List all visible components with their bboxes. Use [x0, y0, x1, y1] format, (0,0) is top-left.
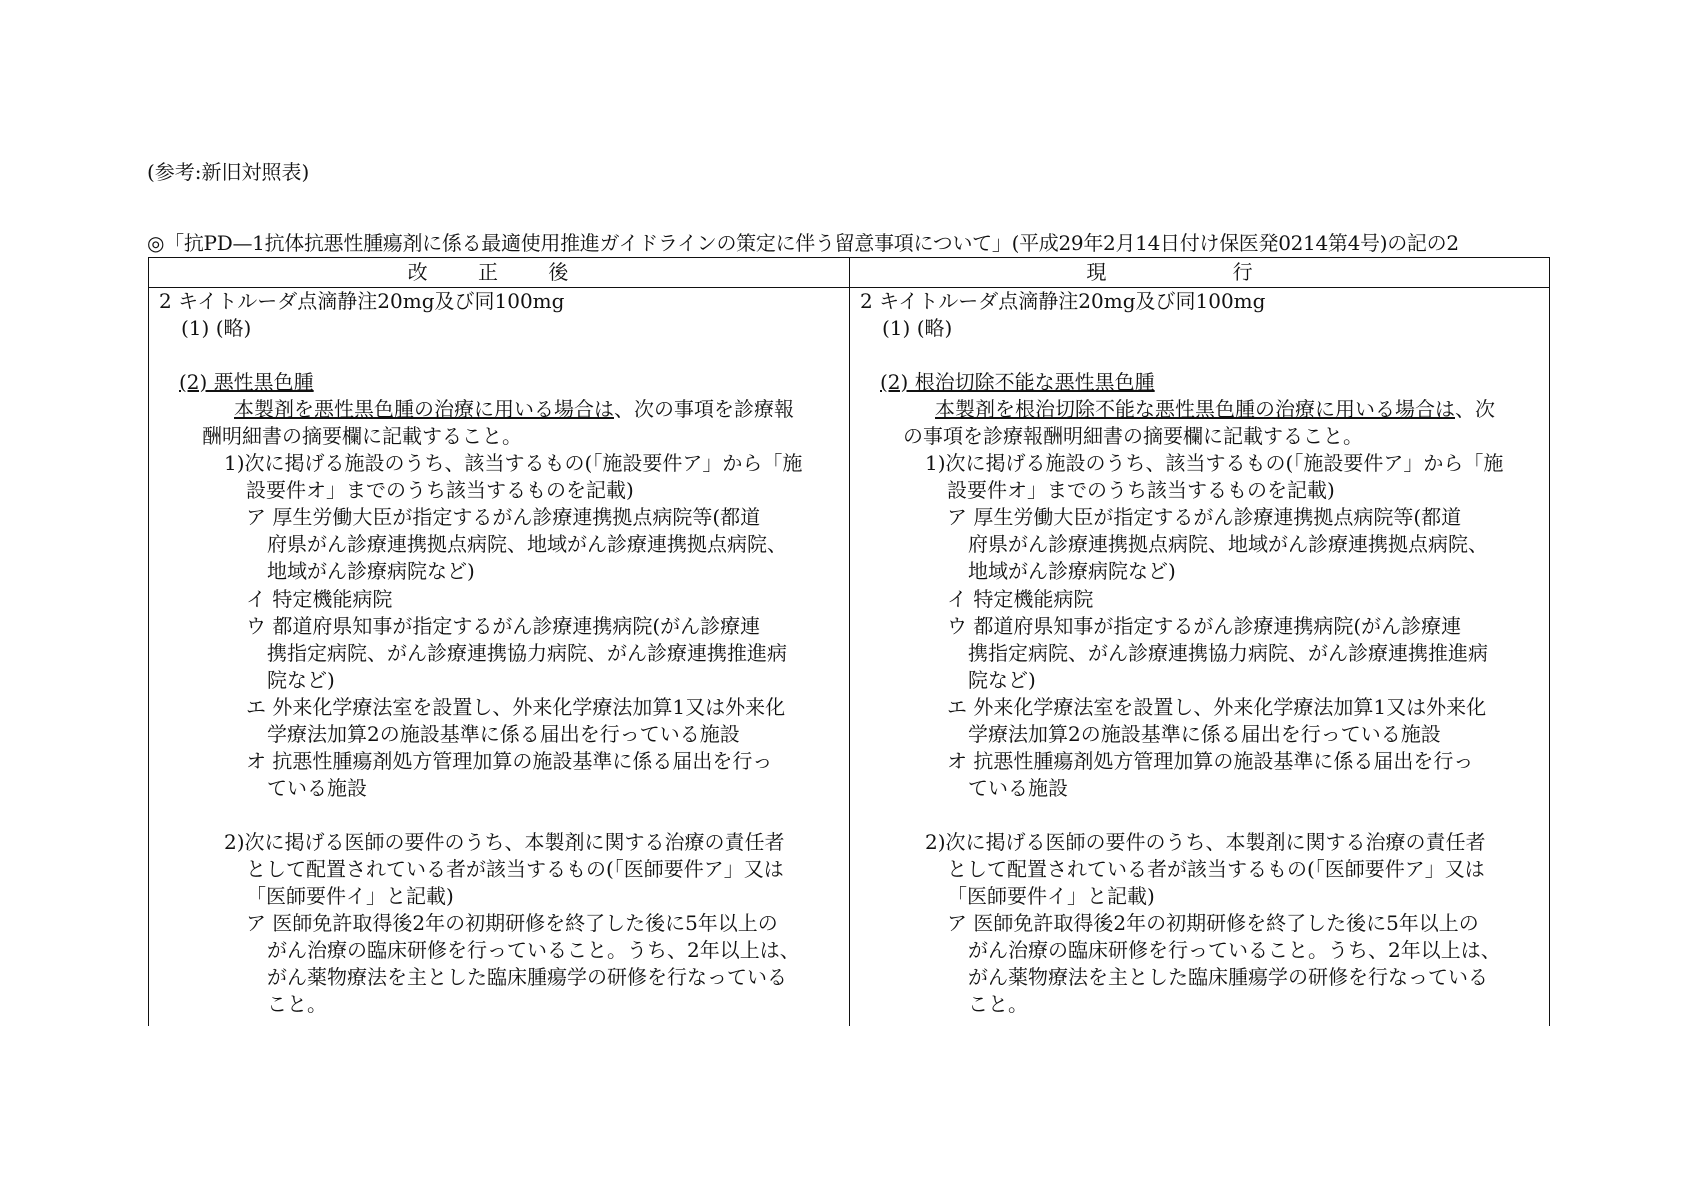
header-new: 改 正 後	[407, 260, 591, 284]
doctor-a-2: がん治療の臨床研修を行っていること。うち、2年以上は、	[267, 938, 800, 962]
sub-2: (2) 悪性黒色腫	[179, 370, 314, 394]
facility-req-2: 設要件オ」までのうち該当するものを記載)	[947, 478, 1335, 502]
para-line-1	[935, 396, 1495, 423]
facility-o-1: オ 抗悪性腫瘍剤処方管理加算の施設基準に係る届出を行っ	[947, 749, 1474, 773]
facility-a-1: ア 厚生労働大臣が指定するがん診療連携拠点病院等(都道	[246, 505, 761, 529]
facility-u-1: ウ 都道府県知事が指定するがん診療連携病院(がん診療連	[246, 614, 761, 638]
facility-u-2: 携指定病院、がん診療連携協力病院、がん診療連携推進病	[267, 641, 787, 665]
doctor-req-2: として配置されている者が該当するもの(「医師要件ア」又は	[246, 857, 784, 881]
facility-req-1: 1)次に掲げる施設のうち、該当するもの(「施設要件ア」から「施	[224, 451, 803, 475]
para-underlined: 本製剤を根治切除不能な悪性黒色腫の治療に用いる場合は	[935, 397, 1455, 421]
facility-a-3: 地域がん診療病院など)	[267, 559, 475, 583]
facility-u-1: ウ 都道府県知事が指定するがん診療連携病院(がん診療連	[947, 614, 1462, 638]
item-2: 2 キイトルーダ点滴静注20mg及び同100mg	[159, 289, 565, 313]
doctor-req-2: として配置されている者が該当するもの(「医師要件ア」又は	[947, 857, 1485, 881]
reference-label: (参考:新旧対照表)	[147, 160, 310, 184]
doctor-a-1: ア 医師免許取得後2年の初期研修を終了した後に5年以上の	[246, 911, 778, 935]
facility-e-1: エ 外来化学療法室を設置し、外来化学療法加算1又は外来化	[947, 695, 1487, 719]
facility-a-2: 府県がん診療連携拠点病院、地域がん診療連携拠点病院、	[267, 532, 787, 556]
doctor-req-1: 2)次に掲げる医師の要件のうち、本製剤に関する治療の責任者	[224, 830, 785, 854]
facility-e-2: 学療法加算2の施設基準に係る届出を行っている施設	[267, 722, 740, 746]
comparison-table	[148, 257, 1550, 1026]
para-underlined: 本製剤を悪性黒色腫の治療に用いる場合は	[234, 397, 614, 421]
item-2: 2 キイトルーダ点滴静注20mg及び同100mg	[860, 289, 1266, 313]
sub-1: (1) (略)	[181, 316, 252, 340]
facility-e-1: エ 外来化学療法室を設置し、外来化学療法加算1又は外来化	[246, 695, 786, 719]
doctor-a-2: がん治療の臨床研修を行っていること。うち、2年以上は、	[968, 938, 1501, 962]
doctor-a-1: ア 医師免許取得後2年の初期研修を終了した後に5年以上の	[947, 911, 1479, 935]
facility-u-3: 院など)	[968, 668, 1036, 692]
facility-o-2: ている施設	[968, 776, 1068, 800]
doctor-a-4: こと。	[968, 992, 1028, 1016]
header-old: 現 行	[1086, 260, 1313, 284]
facility-a-1: ア 厚生労働大臣が指定するがん診療連携拠点病院等(都道	[947, 505, 1462, 529]
doctor-req-3: 「医師要件イ」と記載)	[246, 884, 454, 908]
facility-a-2: 府県がん診療連携拠点病院、地域がん診療連携拠点病院、	[968, 532, 1488, 556]
doctor-a-3: がん薬物療法を主とした臨床腫瘍学の研修を行なっている	[968, 965, 1488, 989]
facility-req-2: 設要件オ」までのうち該当するものを記載)	[246, 478, 634, 502]
sub-2: (2) 根治切除不能な悪性黒色腫	[880, 370, 1155, 394]
doctor-a-3: がん薬物療法を主とした臨床腫瘍学の研修を行なっている	[267, 965, 787, 989]
column-divider	[849, 258, 850, 1026]
doctor-req-1: 2)次に掲げる医師の要件のうち、本製剤に関する治療の責任者	[925, 830, 1486, 854]
para-rest: 、次	[1455, 397, 1495, 421]
doctor-req-3: 「医師要件イ」と記載)	[947, 884, 1155, 908]
facility-o-1: オ 抗悪性腫瘍剤処方管理加算の施設基準に係る届出を行っ	[246, 749, 773, 773]
para-line-1	[234, 396, 794, 423]
document-heading: ◎「抗PD—1抗体抗悪性腫瘍剤に係る最適使用推進ガイドラインの策定に伴う留意事項について」(平成29年2月14日付け保医発0214第4号)の記の2	[147, 231, 1459, 255]
para-line-2: の事項を診療報酬明細書の摘要欄に記載すること。	[903, 424, 1363, 448]
para-rest: 、次の事項を診療報	[614, 397, 794, 421]
facility-u-2: 携指定病院、がん診療連携協力病院、がん診療連携推進病	[968, 641, 1488, 665]
facility-i: イ 特定機能病院	[947, 587, 1094, 611]
facility-u-3: 院など)	[267, 668, 335, 692]
doctor-a-4: こと。	[267, 992, 327, 1016]
facility-e-2: 学療法加算2の施設基準に係る届出を行っている施設	[968, 722, 1441, 746]
para-line-2: 酬明細書の摘要欄に記載すること。	[202, 424, 522, 448]
facility-req-1: 1)次に掲げる施設のうち、該当するもの(「施設要件ア」から「施	[925, 451, 1504, 475]
facility-a-3: 地域がん診療病院など)	[968, 559, 1176, 583]
sub-1: (1) (略)	[882, 316, 953, 340]
facility-i: イ 特定機能病院	[246, 587, 393, 611]
facility-o-2: ている施設	[267, 776, 367, 800]
